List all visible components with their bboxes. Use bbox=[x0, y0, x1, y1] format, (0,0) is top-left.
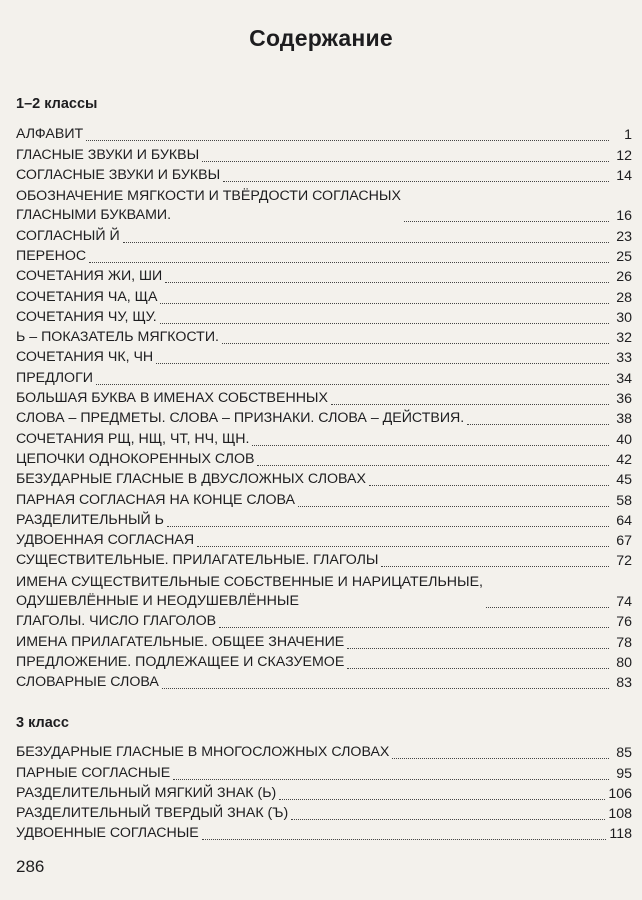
toc-entry-title: ОБОЗНАЧЕНИЕ МЯГКОСТИ И ТВЁРДОСТИ СОГЛАСНЫХ ГЛАСНЫМИ БУКВАМИ. bbox=[16, 188, 401, 224]
dot-leader bbox=[486, 607, 609, 608]
toc-entry-title: ИМЕНА СУЩЕСТВИТЕЛЬНЫЕ СОБСТВЕННЫЕ И НАРИЦАТЕЛЬНЫЕ, ОДУШЕВЛЁННЫЕ И НЕОДУШЕВЛЁННЫЕ bbox=[16, 573, 484, 609]
dot-leader bbox=[331, 404, 609, 405]
toc-entry-page: 25 bbox=[616, 248, 632, 265]
dot-leader bbox=[219, 627, 609, 628]
page-title: Содержание bbox=[249, 25, 393, 52]
toc-entry bbox=[16, 784, 632, 804]
toc-entry-title: УДВОЕННЫЕ СОГЛАСНЫЕ bbox=[16, 825, 199, 842]
toc-entry bbox=[16, 571, 632, 612]
toc-entry bbox=[16, 804, 632, 824]
toc-entry bbox=[16, 226, 632, 246]
dot-leader bbox=[257, 465, 609, 466]
toc-entry-page: 106 bbox=[608, 785, 632, 802]
dot-leader bbox=[202, 839, 607, 840]
dot-leader bbox=[347, 668, 609, 669]
toc-entry-page: 34 bbox=[616, 370, 632, 387]
toc-entry-page: 108 bbox=[608, 806, 632, 823]
dot-leader bbox=[202, 161, 609, 162]
toc-entry-title: АЛФАВИТ bbox=[16, 126, 84, 143]
toc-entry-page: 40 bbox=[616, 431, 632, 448]
dot-leader bbox=[89, 262, 609, 263]
page-number: 286 bbox=[16, 857, 45, 876]
toc-entry bbox=[16, 429, 632, 449]
toc-entry bbox=[16, 632, 632, 652]
dot-leader bbox=[173, 779, 609, 780]
toc-entry-title: ПАРНАЯ СОГЛАСНАЯ НА КОНЦЕ СЛОВА bbox=[16, 491, 295, 508]
toc-entry bbox=[16, 470, 632, 490]
toc-entry bbox=[16, 247, 632, 267]
dot-leader bbox=[160, 303, 609, 304]
toc-entry-page: 72 bbox=[616, 553, 632, 570]
toc-entry-title: СЛОВА – ПРЕДМЕТЫ. СЛОВА – ПРИЗНАКИ. СЛОВА – ДЕЙСТВИЯ. bbox=[16, 410, 465, 427]
toc-entry-title: РАЗДЕЛИТЕЛЬНЫЙ ТВЕРДЫЙ ЗНАК (Ъ) bbox=[16, 805, 289, 822]
toc-entry-page: 95 bbox=[616, 765, 632, 782]
dot-leader bbox=[347, 648, 609, 649]
toc-entry bbox=[16, 743, 632, 763]
toc-entry-title: РАЗДЕЛИТЕЛЬНЫЙ Ь bbox=[16, 511, 164, 528]
toc-entry bbox=[16, 368, 632, 388]
toc-entry-page: 32 bbox=[616, 330, 632, 347]
dot-leader bbox=[392, 758, 609, 759]
toc-entry-page: 38 bbox=[616, 411, 632, 428]
toc-entry-title: РАЗДЕЛИТЕЛЬНЫЙ МЯГКИЙ ЗНАК (Ь) bbox=[16, 784, 277, 801]
toc-entry-title: БЕЗУДАРНЫЕ ГЛАСНЫЕ В МНОГОСЛОЖНЫХ СЛОВАХ bbox=[16, 744, 390, 761]
dot-leader bbox=[197, 546, 609, 547]
toc-entry-page: 16 bbox=[616, 208, 632, 225]
dot-leader bbox=[86, 140, 609, 141]
dot-leader bbox=[162, 688, 609, 689]
toc-entry-title: ГЛАГОЛЫ. ЧИСЛО ГЛАГОЛОВ bbox=[16, 613, 217, 630]
dot-leader bbox=[167, 526, 609, 527]
toc-entry-title: БЕЗУДАРНЫЕ ГЛАСНЫЕ В ДВУСЛОЖНЫХ СЛОВАХ bbox=[16, 471, 366, 488]
toc-entry bbox=[16, 673, 632, 693]
toc-entry-title: СОЧЕТАНИЯ РЩ, НЩ, ЧТ, НЧ, ЩН. bbox=[16, 430, 250, 447]
toc-entry bbox=[16, 186, 632, 227]
toc-entry-title: СОЧЕТАНИЯ ЧК, ЧН bbox=[16, 349, 154, 366]
toc-entry-title: Ь – ПОКАЗАТЕЛЬ МЯГКОСТИ. bbox=[16, 329, 219, 346]
dot-leader bbox=[291, 819, 605, 820]
dot-leader bbox=[96, 384, 609, 385]
toc-entry-title: УДВОЕННАЯ СОГЛАСНАЯ bbox=[16, 532, 195, 549]
toc-entry bbox=[16, 763, 632, 783]
section-heading-grades-1-2: 1–2 классы bbox=[16, 96, 98, 112]
toc-entry bbox=[16, 328, 632, 348]
toc-entry-page: 74 bbox=[616, 593, 632, 610]
toc-entry-title: СОЧЕТАНИЯ ЧА, ЩА bbox=[16, 288, 158, 305]
toc-entry bbox=[16, 409, 632, 429]
toc-entry bbox=[16, 490, 632, 510]
dot-leader bbox=[404, 221, 609, 222]
toc-entry-title: ЦЕПОЧКИ ОДНОКОРЕННЫХ СЛОВ bbox=[16, 450, 255, 467]
toc-entry-page: 42 bbox=[616, 451, 632, 468]
toc-entry-page: 83 bbox=[616, 675, 632, 692]
toc-entry bbox=[16, 267, 632, 287]
toc-entry bbox=[16, 145, 632, 165]
toc-entry-title: СОЧЕТАНИЯ ЧУ, ЩУ. bbox=[16, 308, 157, 325]
toc-entry-page: 26 bbox=[616, 269, 632, 286]
toc-entry bbox=[16, 653, 632, 673]
dot-leader bbox=[123, 242, 609, 243]
dot-leader bbox=[223, 181, 609, 182]
toc-entry-title: СУЩЕСТВИТЕЛЬНЫЕ. ПРИЛАГАТЕЛЬНЫЕ. ГЛАГОЛЫ bbox=[16, 552, 379, 569]
dot-leader bbox=[222, 343, 609, 344]
toc-entry-page: 1 bbox=[624, 127, 632, 144]
toc-entry-page: 58 bbox=[616, 492, 632, 509]
toc-entry bbox=[16, 551, 632, 571]
dot-leader bbox=[156, 363, 609, 364]
toc-entry bbox=[16, 308, 632, 328]
toc-entry-page: 118 bbox=[609, 826, 632, 843]
toc-entry-title: СОЧЕТАНИЯ ЖИ, ШИ bbox=[16, 268, 163, 285]
toc-entry bbox=[16, 166, 632, 186]
toc-entry-title: ПРЕДЛОЖЕНИЕ. ПОДЛЕЖАЩЕЕ И СКАЗУЕМОЕ bbox=[16, 653, 345, 670]
dot-leader bbox=[160, 323, 609, 324]
toc-entry-title: СОГЛАСНЫЕ ЗВУКИ И БУКВЫ bbox=[16, 166, 221, 183]
toc-list-grades-1-2 bbox=[16, 125, 632, 693]
toc-entry-title: БОЛЬШАЯ БУКВА В ИМЕНАХ СОБСТВЕННЫХ bbox=[16, 390, 328, 407]
toc-entry-page: 45 bbox=[616, 472, 632, 489]
toc-entry-title: ПЕРЕНОС bbox=[16, 247, 87, 264]
toc-entry-title: ПРЕДЛОГИ bbox=[16, 369, 93, 386]
dot-leader bbox=[467, 424, 609, 425]
toc-entry-page: 64 bbox=[616, 512, 632, 529]
toc-entry-title: СОГЛАСНЫЙ Й bbox=[16, 227, 120, 244]
toc-entry-page: 80 bbox=[616, 654, 632, 671]
toc-entry-page: 85 bbox=[616, 745, 632, 762]
toc-entry bbox=[16, 125, 632, 145]
toc-entry-page: 36 bbox=[616, 391, 632, 408]
toc-entry bbox=[16, 389, 632, 409]
toc-entry-page: 67 bbox=[616, 533, 632, 550]
dot-leader bbox=[369, 485, 609, 486]
toc-entry-page: 14 bbox=[616, 167, 632, 184]
toc-entry bbox=[16, 824, 632, 844]
dot-leader bbox=[381, 566, 609, 567]
toc-entry-title: ПАРНЫЕ СОГЛАСНЫЕ bbox=[16, 764, 171, 781]
dot-leader bbox=[252, 445, 609, 446]
toc-list-grade-3 bbox=[16, 743, 632, 844]
toc-entry-page: 78 bbox=[616, 634, 632, 651]
section-heading-grade-3: 3 класс bbox=[16, 715, 69, 731]
toc-entry bbox=[16, 612, 632, 632]
dot-leader bbox=[165, 282, 609, 283]
toc-entry-page: 28 bbox=[616, 289, 632, 306]
toc-entry-page: 30 bbox=[616, 309, 632, 326]
dot-leader bbox=[279, 799, 605, 800]
dot-leader bbox=[298, 506, 609, 507]
toc-entry-page: 12 bbox=[616, 147, 632, 164]
toc-entry-title: ИМЕНА ПРИЛАГАТЕЛЬНЫЕ. ОБЩЕЕ ЗНАЧЕНИЕ bbox=[16, 633, 345, 650]
toc-entry bbox=[16, 287, 632, 307]
toc-entry bbox=[16, 450, 632, 470]
toc-entry-title: ГЛАСНЫЕ ЗВУКИ И БУКВЫ bbox=[16, 146, 200, 163]
toc-entry-page: 33 bbox=[616, 350, 632, 367]
toc-entry-title: СЛОВАРНЫЕ СЛОВА bbox=[16, 674, 159, 691]
toc-entry bbox=[16, 511, 632, 531]
toc-entry-page: 76 bbox=[616, 614, 632, 631]
toc-entry bbox=[16, 348, 632, 368]
toc-entry bbox=[16, 531, 632, 551]
toc-entry-page: 23 bbox=[616, 228, 632, 245]
